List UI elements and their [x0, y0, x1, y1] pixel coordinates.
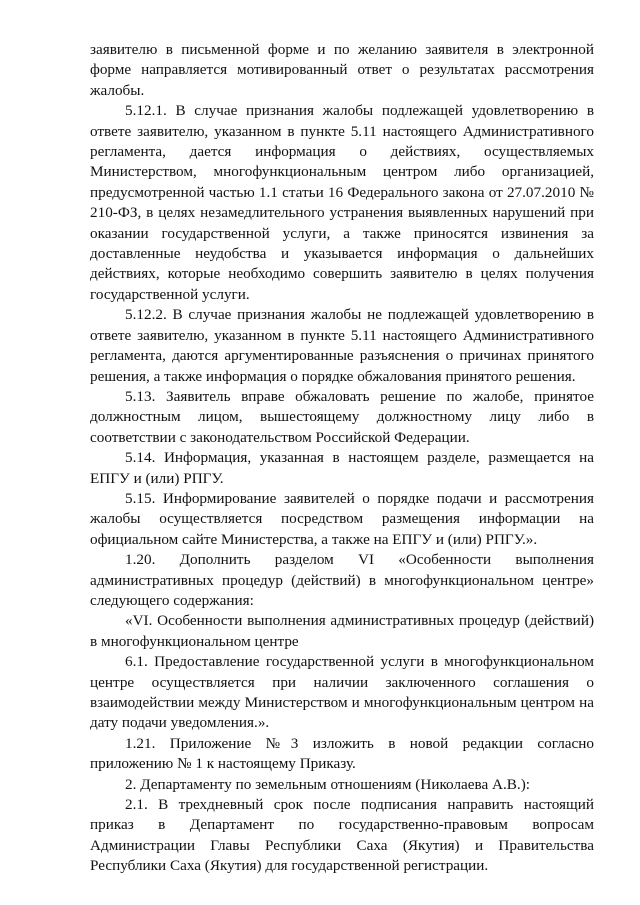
document-page	[90, 40, 594, 877]
paragraph-5-12-2: 5.12.2. В случае признания жалобы не подлежащей удовлетворению в ответе заявителю, указанном в пункте 5.11 настоящего Административного регламента, даются аргументированные разъяснения о причинах принятого решения, а также информация о порядке обжалования принятого решения.	[90, 306, 594, 385]
paragraph-2-1: 2.1. В трехдневный срок после подписания направить настоящий приказ в Департамент по государственно-правовым вопросам Администрации Главы Республики Саха (Якутия) и Правительства Республики Саха (Якутия) для государственной регистрации.	[90, 796, 594, 875]
paragraph-5-13: 5.13. Заявитель вправе обжаловать решение по жалобе, принятое должностным лицом, вышестоящему должностному лицу либо в соответствии с законодательством Российской Федерации.	[90, 387, 594, 446]
paragraph-5-15: 5.15. Информирование заявителей о порядке подачи и рассмотрения жалобы осуществляется посредством размещения информации на официальном сайте Министерства, а также на ЕПГУ и (или) РПГУ.».	[90, 489, 594, 548]
paragraph-5-14: 5.14. Информация, указанная в настоящем разделе, размещается на ЕПГУ и (или) РПГУ.	[90, 449, 594, 487]
paragraph-6-1: 6.1. Предоставление государственной услуги в многофункциональном центре осуществляется при наличии заключенного соглашения о взаимодействии между Министерством и многофункциональным центром на дату подачи уведомления.».	[90, 653, 594, 732]
paragraph-5-12-1: 5.12.1. В случае признания жалобы подлежащей удовлетворению в ответе заявителю, указанном в пункте 5.11 настоящего Административного регламента, дается информация о действиях, осуществляемых Министерством, многофункциональным центром либо организацией, предусмотренной частью 1.1 статьи 16 Федерального закона от 27.07.2010 № 210-ФЗ, в целях незамедлительного устранения выявленных нарушений при оказании государственной услуги, а также приносятся извинения за доставленные неудобства и указывается информация о дальнейших действиях, которые необходимо совершить заявителю в целях получения государственной услуги.	[90, 102, 594, 303]
paragraph-1-21: 1.21. Приложение №3 изложить в новой редакции согласно приложению № 1 к настоящему Приказу.	[90, 734, 594, 773]
paragraph-1-20: 1.20. Дополнить разделом VI «Особенности выполнения административных процедур (действий) в многофункциональном центре» следующего содержания:	[90, 551, 594, 609]
paragraph-complaint-response: заявителю в письменной форме и по желанию заявителя в электронной форме направляется мотивированный ответ о результатах рассмотрения жалобы.	[90, 41, 594, 99]
section-heading-vi: «VI. Особенности выполнения административных процедур (действий) в многофункциональном центре	[90, 612, 594, 650]
paragraph-2: 2. Департаменту по земельным отношениям (Николаева А.В.):	[125, 775, 530, 793]
